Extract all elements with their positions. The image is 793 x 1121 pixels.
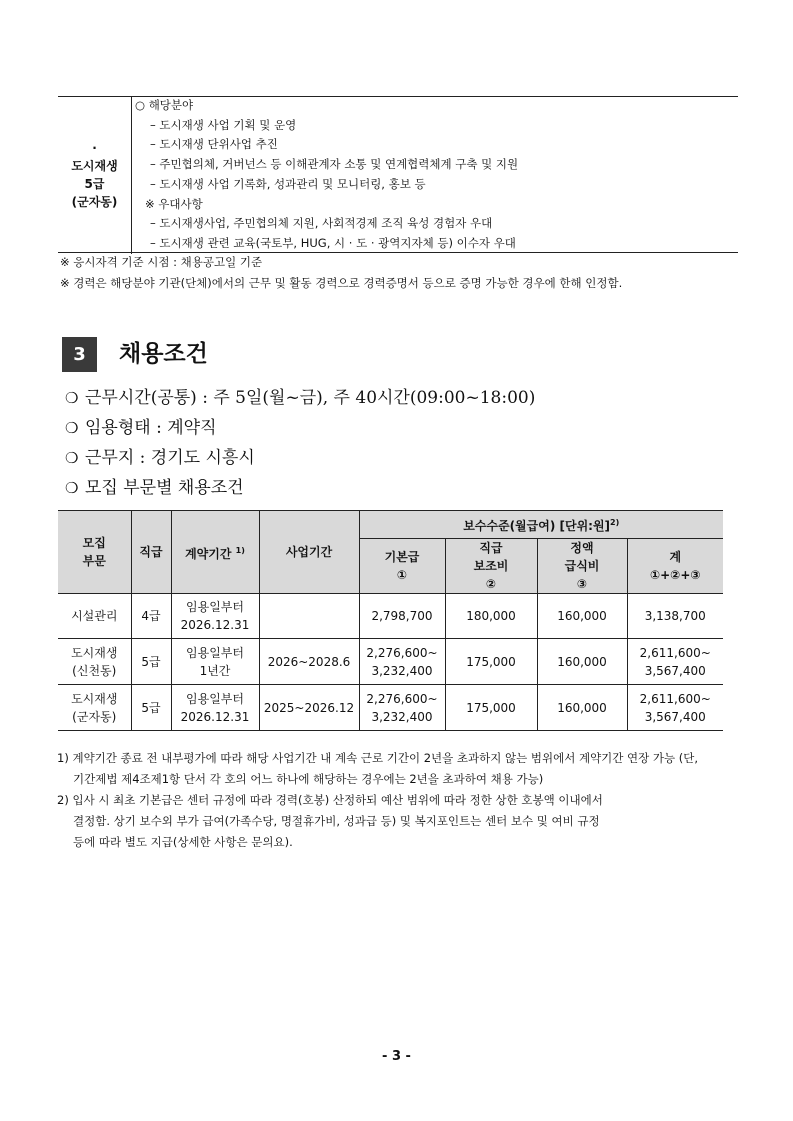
- cell-grade: 5급: [131, 639, 171, 685]
- cell-dept: 도시재생 (군자동): [58, 685, 131, 731]
- cell-allowance: 180,000: [445, 594, 537, 639]
- cell-dept: 도시재생 (신천동): [58, 639, 131, 685]
- label-line: 도시재생: [71, 158, 118, 173]
- bullet-marker-icon: ❍: [65, 479, 79, 497]
- footnote-1: 1) 계약기간 종료 전 내부평가에 따라 해당 사업기간 내 계속 근로 기간이 2년을 초과하지 않는 범위에서 계약기간 연장 가능 (단, 기간제법 제4조제1항 단서 각 호의 어느 하나에 해당하는 경우에는 2년을 초과하여 채용 가능): [57, 751, 699, 786]
- cell-total: 2,611,600~ 3,567,400: [627, 685, 723, 731]
- table-row: [58, 685, 723, 731]
- bullet-work-hours: [65, 386, 535, 410]
- field-item: – 도시재생 사업 기록화, 성과관리 및 모니터링, 홍보 등: [150, 176, 426, 191]
- section-title: 채용조건: [119, 341, 208, 367]
- qualification-table: [58, 96, 738, 254]
- bullet-text: 임용형태 : 계약직: [85, 418, 217, 438]
- bullet-location: [65, 446, 255, 470]
- field-item: – 도시재생 단위사업 추진: [150, 137, 278, 152]
- section-number-badge: 3: [62, 337, 97, 372]
- cell-project: 2026~2028.6: [259, 639, 359, 685]
- field-item: – 주민협의체, 거버넌스 등 이해관계자 소통 및 연계협력체계 구축 및 지원: [150, 157, 519, 172]
- field-heading: ○ 해당분야: [135, 98, 194, 112]
- bullet-marker-icon: ❍: [65, 449, 79, 467]
- cell-base: 2,798,700: [359, 594, 445, 639]
- cell-meal: 160,000: [537, 639, 627, 685]
- page-number: - 3 -: [382, 1049, 411, 1064]
- label-line: (군자동): [71, 194, 118, 209]
- preference-item: – 도시재생사업, 주민협의체 지원, 사회적경제 조직 육성 경험자 우대: [150, 216, 493, 231]
- preference-heading: ※ 우대사항: [145, 196, 203, 211]
- field-item: – 도시재생 사업 기획 및 운영: [150, 117, 297, 132]
- cell-total: 2,611,600~ 3,567,400: [627, 639, 723, 685]
- cell-grade: 5급: [131, 685, 171, 731]
- cell-allowance: 175,000: [445, 639, 537, 685]
- label-dot: ·: [92, 140, 97, 155]
- cell-project: 2025~2026.12: [259, 685, 359, 731]
- header-total: 계 ①+②+③: [627, 539, 723, 594]
- cell-allowance: 175,000: [445, 685, 537, 731]
- qualification-label: [58, 96, 132, 254]
- bullet-employment-type: [65, 416, 217, 440]
- table-row: [58, 639, 723, 685]
- cell-meal: 160,000: [537, 685, 627, 731]
- header-dept: 모집 부문: [58, 511, 131, 594]
- header-pay-group: 보수수준(월급여) [단위:원]$^{2)}$: [359, 511, 723, 539]
- cell-project: [259, 594, 359, 639]
- header-allowance: 직급 보조비 ②: [445, 539, 537, 594]
- cell-contract: 임용일부터 2026.12.31: [171, 594, 259, 639]
- cell-base: 2,276,600~ 3,232,400: [359, 685, 445, 731]
- bullet-text: 모집 부문별 채용조건: [85, 478, 244, 498]
- label-line: 5급: [84, 176, 105, 191]
- header-contract: 계약기간 $^{1)}$: [171, 511, 259, 594]
- cell-base: 2,276,600~ 3,232,400: [359, 639, 445, 685]
- header-grade: 직급: [131, 511, 171, 594]
- cell-total: 3,138,700: [627, 594, 723, 639]
- cell-meal: 160,000: [537, 594, 627, 639]
- cell-dept: 시설관리: [58, 594, 131, 639]
- bullet-marker-icon: ❍: [65, 389, 79, 407]
- qualification-content: [132, 96, 739, 254]
- note-experience: ※ 경력은 해당분야 기관(단체)에서의 근무 및 활동 경력으로 경력증명서 등으로 증명 가능한 경우에 한해 인정함.: [60, 276, 623, 290]
- cell-contract: 임용일부터 2026.12.31: [171, 685, 259, 731]
- preference-item: – 도시재생 관련 교육(국토부, HUG, 시 · 도 · 광역지자체 등) 이수자 우대: [150, 235, 516, 250]
- table-row: [58, 594, 723, 639]
- note-qualification-date: ※ 응시자격 기준 시점 : 채용공고일 기준: [60, 255, 263, 269]
- cell-grade: 4급: [131, 594, 171, 639]
- pay-conditions-table: [58, 510, 723, 731]
- cell-contract: 임용일부터 1년간: [171, 639, 259, 685]
- bullet-marker-icon: ❍: [65, 419, 79, 437]
- header-base-pay: 기본급 ①: [359, 539, 445, 594]
- bullet-text: 근무지 : 경기도 시흥시: [85, 448, 255, 468]
- header-project: 사업기간: [259, 511, 359, 594]
- header-meal: 정액 급식비 ③: [537, 539, 627, 594]
- footnote-2: 2) 입사 시 최초 기본급은 센터 규정에 따라 경력(호봉) 산정하되 예산 범위에 따라 정한 상한 호봉액 이내에서 결정함. 상기 보수외 부가 급여(가족수당, 명절휴가비, 성과급 등) 및 복지포인트는 센터 보수 및 여비 규정 등에 따라 별도 지급(상세한 사항은 문의요).: [57, 793, 603, 849]
- bullet-text: 근무시간(공통) : 주 5일(월~금), 주 40시간(09:00~18:00): [85, 388, 536, 408]
- bullet-conditions: [65, 476, 244, 500]
